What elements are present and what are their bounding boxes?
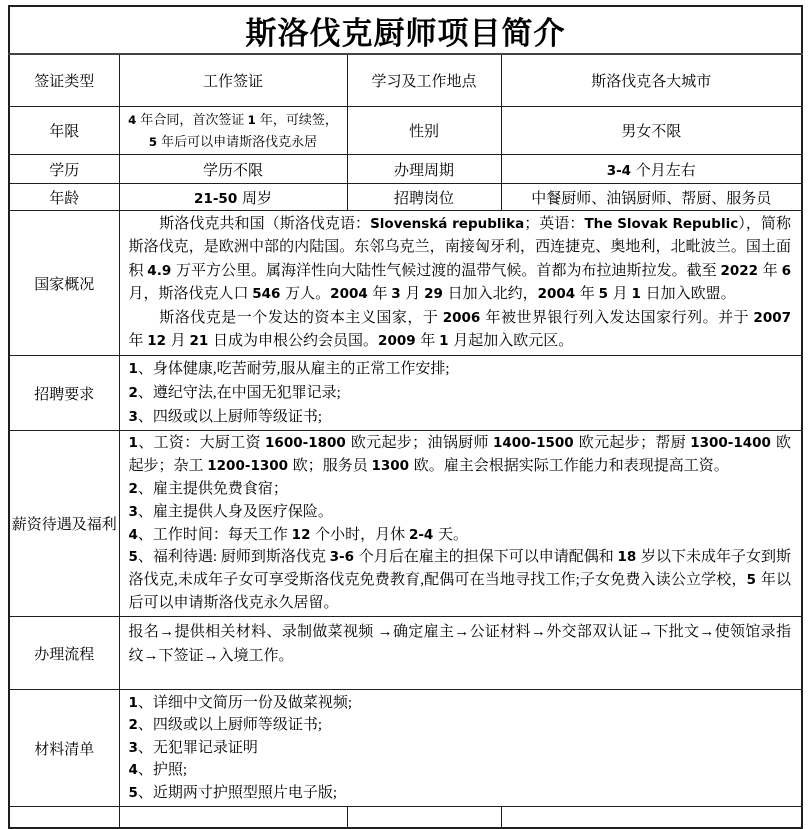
label-recruit-requirements: 招聘要求 (9, 356, 119, 431)
label-recruit-positions: 招聘岗位 (347, 184, 501, 211)
value-duration: 4 年合同，首次签证 1 年，可续签，5 年后可以申请斯洛伐克永居 (119, 107, 347, 155)
text-line: 1、详细中文简历一份及做菜视频; (128, 694, 353, 711)
text-line: 3、无犯罪记录证明 (128, 739, 258, 756)
text-line: 1、工资：大厨工资 1600-1800 欧元起步；油锅厨师 1400-1500 欧元起步；帮厨 1300-1400 欧起步；杂工 1200-1300 欧；服务员 1300 欧。雇主会根据实际工作能力和表现提高工资。 (128, 435, 792, 475)
partial-row-label-cell (9, 807, 119, 829)
partial-row-cell (347, 807, 501, 829)
label-duration: 年限 (9, 107, 119, 155)
text-line: 1、身体健康,吃苦耐劳,服从雇主的正常工作安排; (128, 361, 450, 377)
label-materials-list: 材料清单 (9, 690, 119, 807)
label-application-process: 办理流程 (9, 617, 119, 690)
text-line: 3、雇主提供人身及医疗保险。 (128, 503, 333, 520)
text-line: 5、福利待遇: 厨师到斯洛伐克 3-6 个月后在雇主的担保下可以申请配偶和 18 岁以下未成年子女到斯洛伐克,未成年子女可享受斯洛伐克免费教育,配偶可在当地寻找工作;子女免费入读公立学校，5 年以后可以申请斯洛伐克永久居留。 (128, 549, 791, 611)
text-line: 2、雇主提供免费食宿； (128, 480, 288, 497)
project-intro-table (8, 5, 803, 829)
value-study-work-location: 斯洛伐克各大城市 (501, 54, 802, 107)
country-overview-content (119, 211, 802, 356)
label-education: 学历 (9, 155, 119, 184)
text-line: 2、遵纪守法,在中国无犯罪记录; (128, 385, 341, 401)
value-gender: 男女不限 (501, 107, 802, 155)
label-visa-type: 签证类型 (9, 54, 119, 107)
label-country-overview: 国家概况 (9, 211, 119, 356)
text-line: 报名→提供相关材料、录制做菜视频 →确定雇主→公证材料→外交部双认证→下批文→使领馆录指纹→下签证→入境工作。 (128, 624, 791, 664)
page-title: 斯洛伐克厨师项目简介 (9, 6, 802, 54)
text-line: 2、四级或以上厨师等级证书; (128, 717, 323, 734)
application-process-content (119, 617, 802, 690)
text-line: 斯洛伐克是一个发达的资本主义国家，于 2006 年被世界银行列入发达国家行列。并于 2007 年 12 月 21 日成为申根公约会员国。2009 年 1 月起加入欧元区。 (128, 309, 791, 349)
value-processing-period: 3-4 个月左右 (501, 155, 802, 184)
partial-row-cell (501, 807, 802, 829)
recruit-requirements-content (119, 356, 802, 431)
partial-row-cell (119, 807, 347, 829)
label-processing-period: 办理周期 (347, 155, 501, 184)
label-gender: 性别 (347, 107, 501, 155)
text-line: 4、工作时间：每天工作 12 个小时，月休 2-4 天。 (128, 526, 469, 543)
salary-benefits-content (119, 431, 802, 617)
value-recruit-positions: 中餐厨师、油锅厨师、帮厨、服务员 (501, 184, 802, 211)
materials-list-content (119, 690, 802, 807)
text-line: 5、近期两寸护照型照片电子版; (128, 784, 338, 801)
value-age: 21-50 周岁 (119, 184, 347, 211)
label-age: 年龄 (9, 184, 119, 211)
value-education: 学历不限 (119, 155, 347, 184)
text-line: 3、四级或以上厨师等级证书; (128, 409, 323, 425)
label-study-work-location: 学习及工作地点 (347, 54, 501, 107)
value-visa-type: 工作签证 (119, 54, 347, 107)
text-line: 斯洛伐克共和国（斯洛伐克语：Slovenská republika；英语：The Slovak Republic），简称斯洛伐克，是欧洲中部的内陆国。东邻乌克兰，南接匈牙利，西连捷克、奥地利，北毗波兰。国土面积 4.9 万平方公里。属海洋性向大陆性气候过渡的温带气候。首都为布拉迪斯拉发。截至 2022 年 6 月，斯洛伐克人口 546 万人。2004 年 3 月 29 日加入北约，2004 年 5 月 1 日加入欧盟。 (128, 215, 791, 302)
label-salary-benefits: 薪资待遇及福利 (9, 431, 119, 617)
text-line: 4、护照; (128, 762, 188, 779)
